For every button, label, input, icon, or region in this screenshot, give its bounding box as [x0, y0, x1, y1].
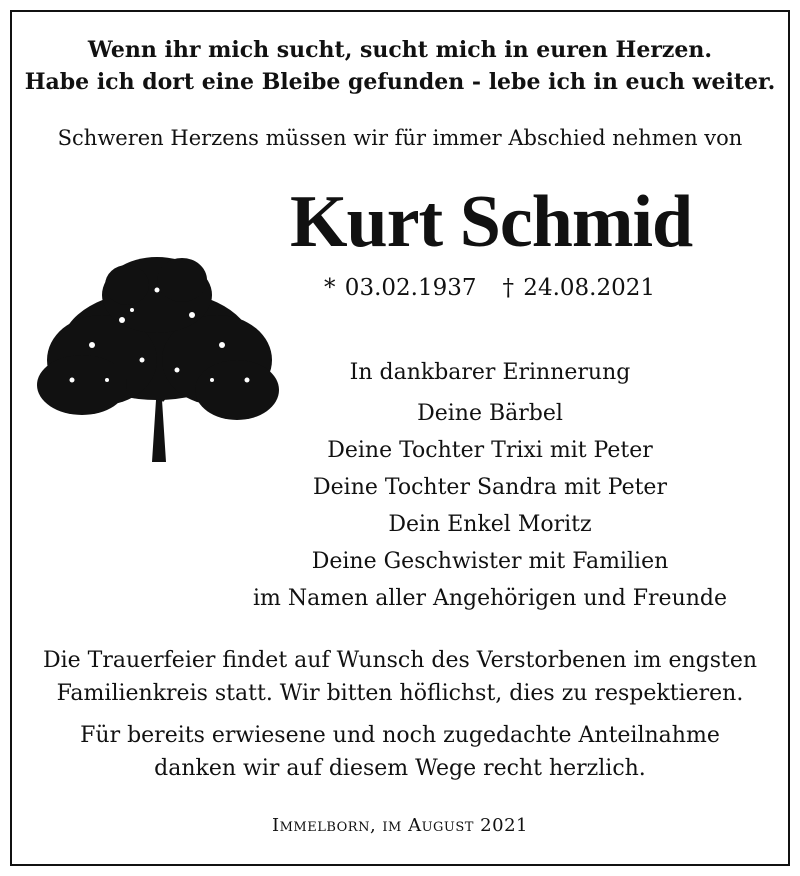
mourners-heading: In dankbarer Erinnerung: [349, 360, 631, 385]
motto-line-2: Habe ich dort eine Bleibe gefunden - lebe ich in euch weiter.: [24, 69, 776, 95]
place-date: Immelborn, im August 2021: [272, 815, 528, 836]
mourner-line: Deine Tochter Sandra mit Peter: [313, 475, 667, 500]
deceased-name: Kurt Schmid: [290, 181, 693, 263]
ceremony-line-2: Familienkreis statt. Wir bitten höflichst, dies zu respektieren.: [56, 681, 744, 706]
mourner-line: Deine Bärbel: [417, 401, 563, 426]
thanks-notice: [0, 719, 800, 785]
mourner-line: Deine Tochter Trixi mit Peter: [327, 438, 653, 463]
motto: [0, 34, 800, 98]
ceremony-line-1: Die Trauerfeier findet auf Wunsch des Verstorbenen im engsten: [42, 648, 758, 673]
ceremony-notice: [0, 644, 800, 710]
thanks-line-1: Für bereits erwiesene und noch zugedachte Anteilnahme: [80, 723, 720, 748]
motto-line-1: Wenn ihr mich sucht, sucht mich in euren Herzen.: [87, 37, 713, 63]
mourners-block: [240, 354, 740, 617]
thanks-line-2: danken wir auf diesem Wege recht herzlich.: [154, 756, 646, 781]
intro-text: Schweren Herzens müssen wir für immer Abschied nehmen von: [57, 126, 743, 150]
birth-date: * 03.02.1937: [324, 275, 477, 301]
mourner-line: im Namen aller Angehörigen und Freunde: [252, 586, 728, 611]
life-dates: [324, 275, 655, 301]
death-date: † 24.08.2021: [502, 275, 655, 301]
mourner-line: Deine Geschwister mit Familien: [311, 549, 669, 574]
mourner-line: Dein Enkel Moritz: [388, 512, 592, 537]
